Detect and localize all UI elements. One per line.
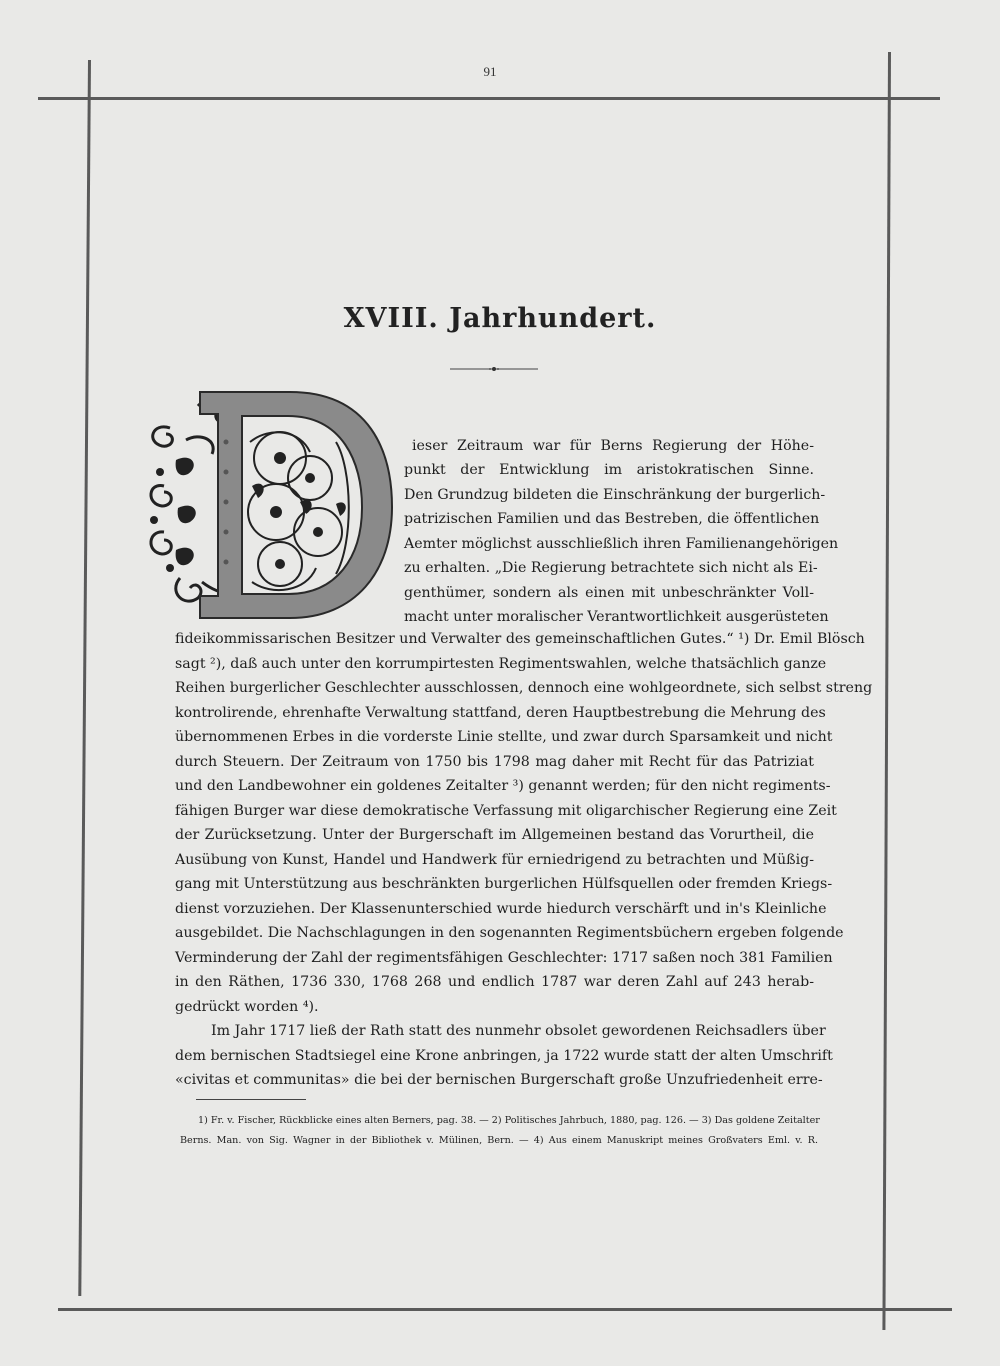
body-line: ieser Zeitraum war für Berns Regierung der Höhe- — [412, 438, 814, 454]
body-line: Aemter möglichst ausschließlich ihren Familienangehörigen — [404, 536, 839, 552]
frame-top-rule — [38, 97, 940, 100]
body-line: ausgebildet. Die Nachschlagungen in den sogenannten Regimentsbüchern ergeben folgende — [175, 925, 844, 941]
body-line: kontrolirende, ehrenhafte Verwaltung stattfand, deren Hauptbestrebung die Mehrung des — [175, 705, 826, 721]
footnote-line: 1) Fr. v. Fischer, Rückblicke eines alten Berners, pag. 38. — 2) Politisches Jahrbuch, 1880, pag. 126. — 3) Das goldene Zeitalter — [198, 1115, 820, 1126]
body-line: der Zurücksetzung. Unter der Burgerschaft im Allgemeinen bestand das Vorurtheil, die — [175, 827, 814, 843]
body-line: in den Räthen, 1736 330, 1768 268 und endlich 1787 war deren Zahl auf 243 herab- — [175, 974, 814, 990]
body-line: macht unter moralischer Verantwortlichkeit ausgerüsteten — [404, 609, 829, 625]
body-line: gang mit Unterstützung aus beschränkten burgerlichen Hülfsquellen oder fremden Kriegs- — [175, 876, 833, 892]
body-line: gedrückt worden ⁴). — [175, 999, 319, 1015]
body-line: Reihen burgerlicher Geschlechter ausschlossen, dennoch eine wohlgeordnete, sich selbst streng — [175, 680, 873, 696]
body-line: durch Steuern. Der Zeitraum von 1750 bis 1798 mag daher mit Recht für das Patriziat — [175, 754, 814, 770]
frame-left-rule — [78, 60, 91, 1296]
footnote-line: Berns. Man. von Sig. Wagner in der Bibliothek v. Mülinen, Bern. — 4) Aus einem Manuskript meines Großvaters Eml. v. R. — [180, 1135, 818, 1146]
frame-bottom-rule — [58, 1308, 952, 1311]
body-line: und den Landbewohner ein goldenes Zeitalter ³) genannt werden; für den nicht regiments- — [175, 778, 831, 794]
title-divider-ornament — [448, 362, 540, 374]
body-line: «civitas et communitas» die bei der bernischen Burgerschaft große Unzufriedenheit erre- — [175, 1072, 823, 1088]
body-line: patrizischen Familien und das Bestreben, die öffentlichen — [404, 511, 820, 527]
body-line: sagt ²), daß auch unter den korrumpirtesten Regimentswahlen, welche thatsächlich ganze — [175, 656, 827, 672]
footnote-divider — [196, 1099, 306, 1100]
body-line: dem bernischen Stadtsiegel eine Krone anbringen, ja 1722 wurde statt der alten Umschrift — [175, 1048, 833, 1064]
body-line: übernommenen Erbes in die vorderste Linie stellte, und zwar durch Sparsamkeit und nicht — [175, 729, 833, 745]
body-line: Den Grundzug bildeten die Einschränkung der burgerlich- — [404, 487, 826, 503]
body-line: dienst vorzuziehen. Der Klassenunterschied wurde hiedurch verschärft und in's Kleinliche — [175, 901, 827, 917]
body-line: zu erhalten. „Die Regierung betrachtete sich nicht als Ei- — [404, 560, 818, 576]
body-line: punkt der Entwicklung im aristokratischen Sinne. — [404, 462, 814, 478]
chapter-title: XVIII. Jahrhundert. — [343, 303, 657, 334]
body-line: fähigen Burger war diese demokratische Verfassung mit oligarchischer Regierung eine Zeit — [175, 803, 837, 819]
page-number: 91 — [483, 64, 497, 79]
body-line: genthümer, sondern als einen mit unbeschränkter Voll- — [404, 585, 814, 601]
body-line: Im Jahr 1717 ließ der Rath statt des nunmehr obsolet gewordenen Reichsadlers über — [211, 1023, 826, 1039]
frame-right-rule — [882, 52, 891, 1330]
decorated-initial-d — [140, 382, 402, 632]
body-line: Ausübung von Kunst, Handel und Handwerk für erniedrigend zu betrachten und Müßig- — [175, 852, 814, 868]
body-line: fideikommissarischen Besitzer und Verwalter des gemeinschaftlichen Gutes.“ ¹) Dr. Emil Blösch — [175, 631, 865, 647]
body-line: Verminderung der Zahl der regimentsfähigen Geschlechter: 1717 saßen noch 381 Familien — [175, 950, 833, 966]
